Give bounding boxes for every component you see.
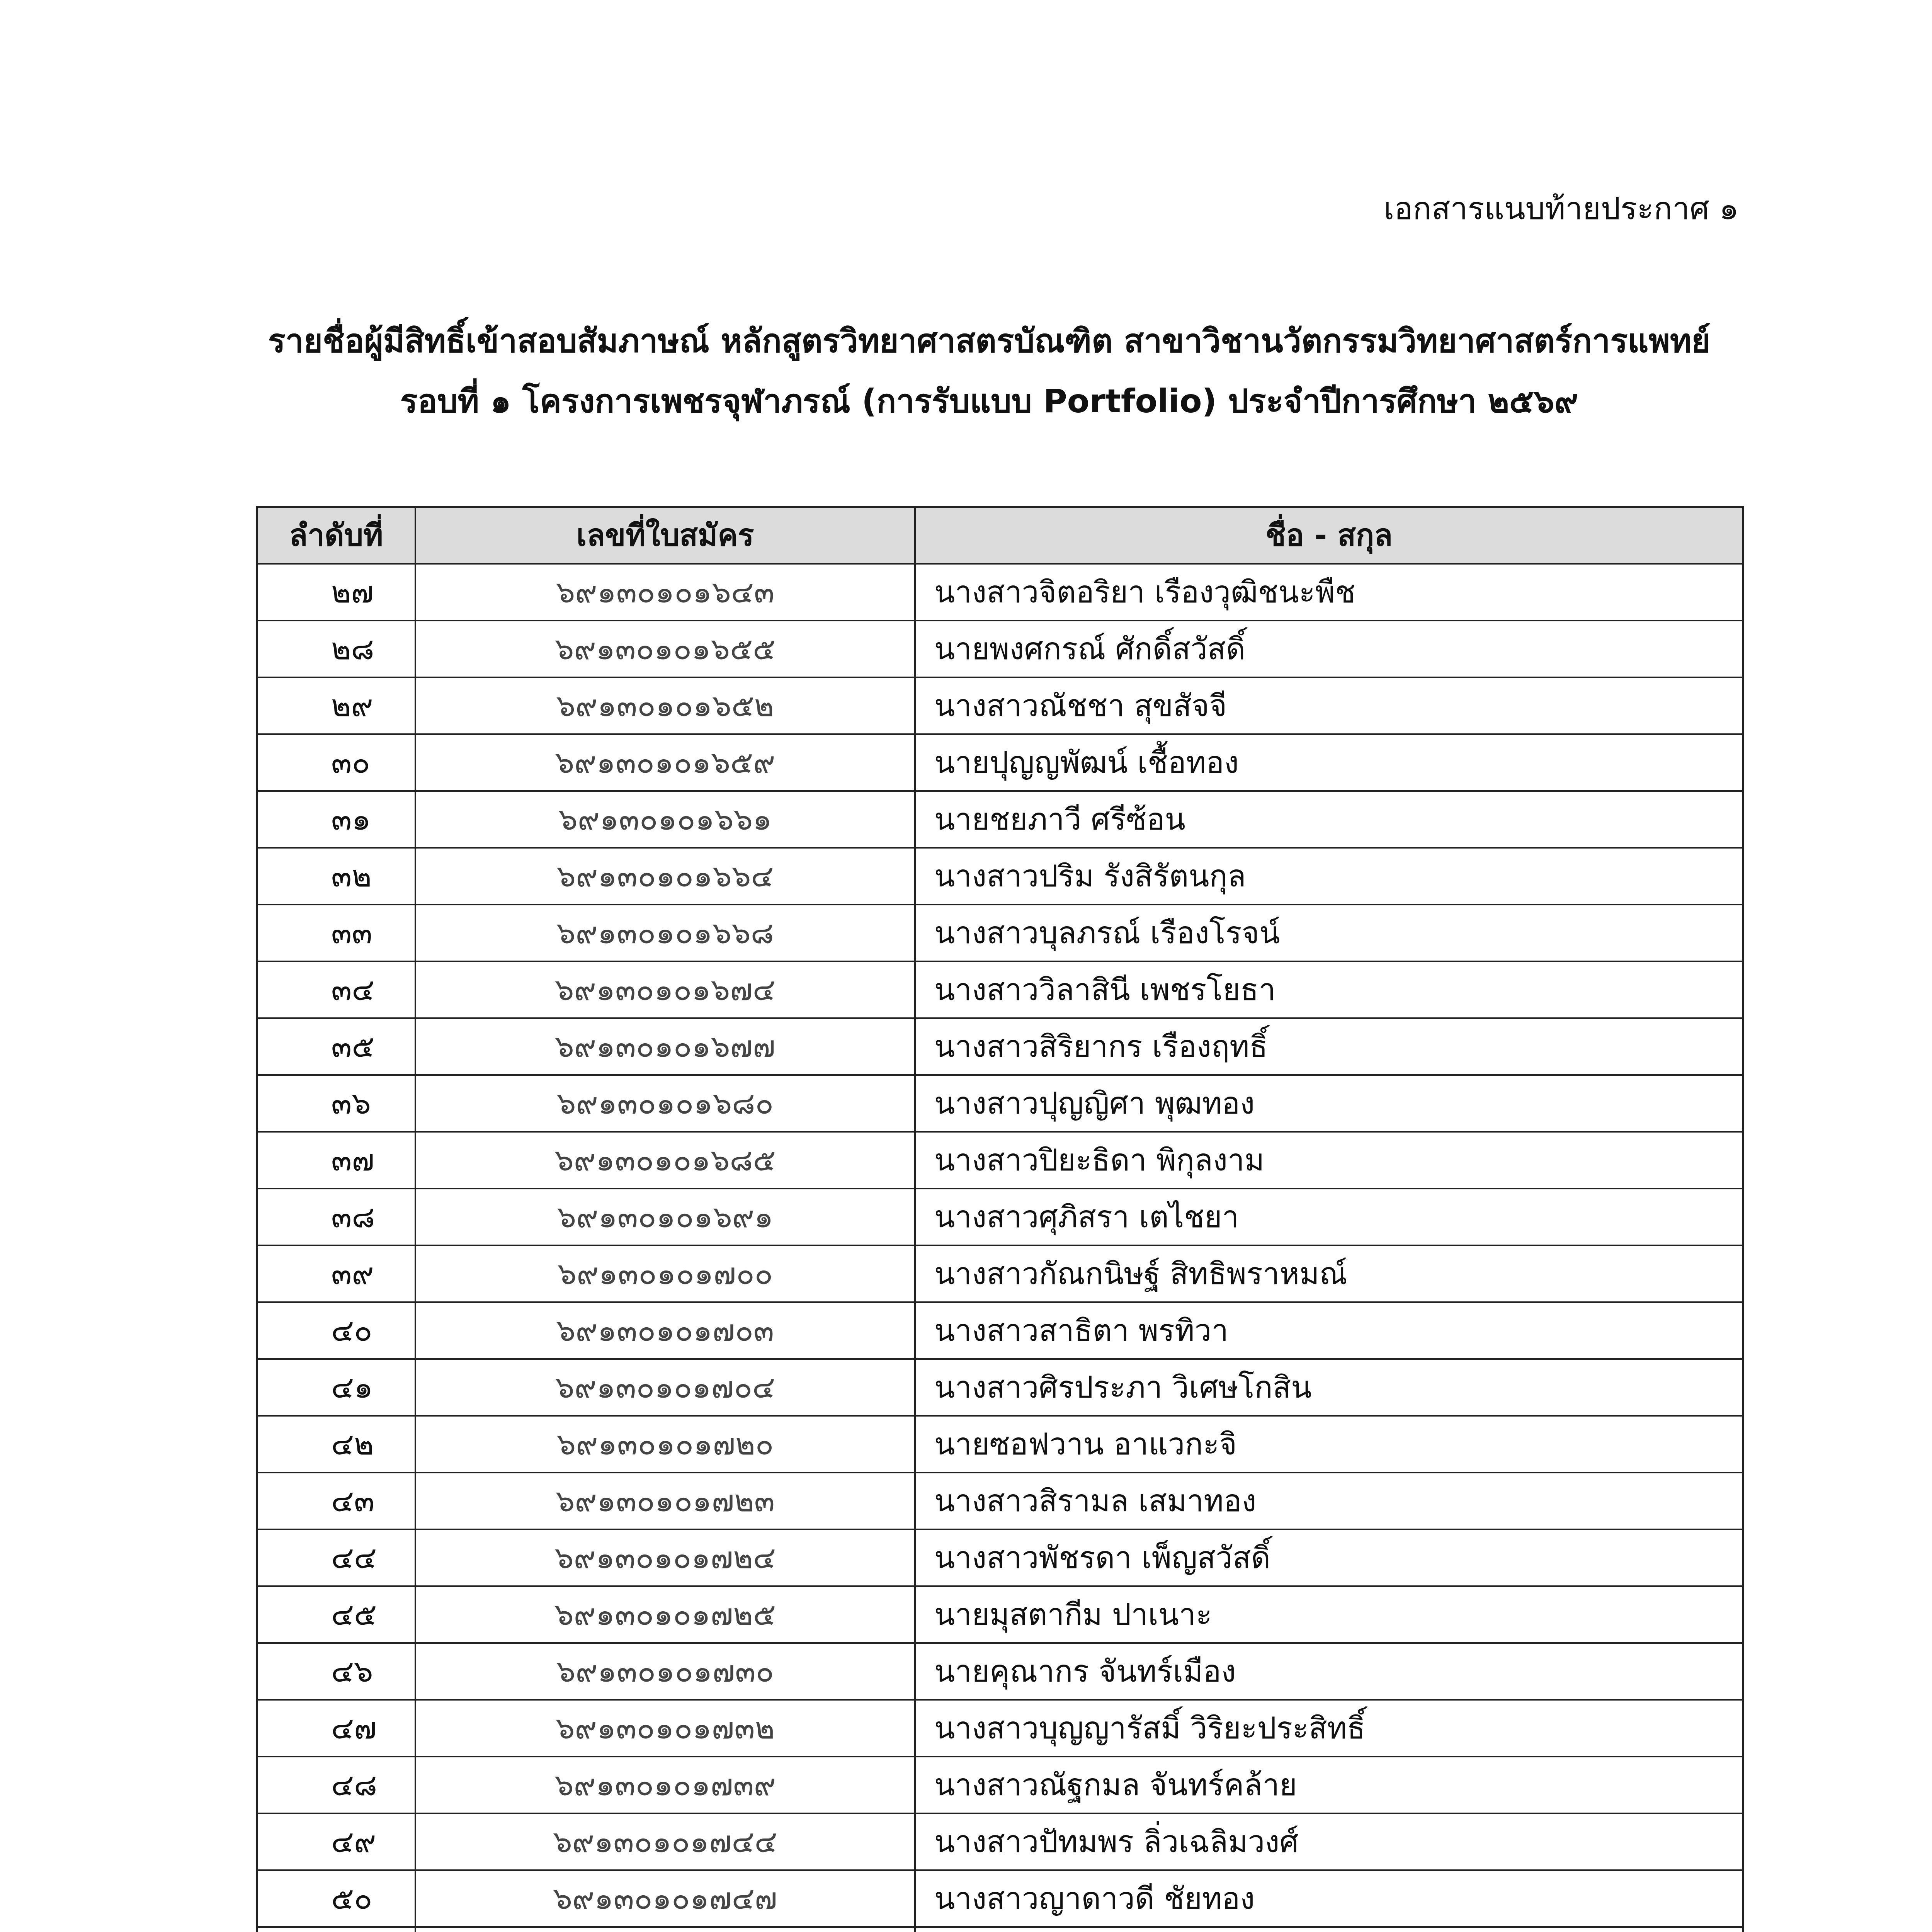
row-application-number: ๖๙๑๓๐๑๐๑๗๓๒ [415,1700,915,1757]
header-seq: ลำดับที่ [257,507,415,564]
table-row [257,1359,1743,1416]
row-full-name: นางสาวกัณกนิษฐ์ สิทธิพราหมณ์ [915,1245,1743,1302]
header-application-number: เลขที่ใบสมัคร [415,507,915,564]
row-application-number: ๖๙๑๓๐๑๐๑๖๖๘ [415,905,915,961]
row-full-name: นางสาวปัทมพร ลิ่วเฉลิมวงศ์ [915,1813,1743,1870]
row-full-name: นางสาววิลาสินี เพชรโยธา [915,961,1743,1018]
row-full-name: นางสาวสาธิตา พรทิวา [915,1302,1743,1359]
row-full-name: นางสาวจิตอริยา เรืองวุฒิชนะพืช [915,564,1743,621]
row-application-number: ๖๙๑๓๐๑๐๑๖๕๕ [415,621,915,677]
row-seq: ๔๖ [257,1643,415,1700]
title-line-2: รอบที่ ๑ โครงการเพชรจุฬาภรณ์ (การรับแบบ Portfolio) ประจำปีการศึกษา ๒๕๖๙ [400,382,1578,420]
row-full-name: นางสาวพัชรดา เพ็ญสวัสดิ์ [915,1529,1743,1586]
row-seq: ๒๗ [257,564,415,621]
applicant-table [256,506,1744,1932]
table-row [257,1302,1743,1359]
table-row [257,1416,1743,1473]
table-header-row [257,507,1743,564]
row-full-name: นางสาวณัชชา สุขสัจจี [915,677,1743,734]
table-row [257,1075,1743,1132]
table-row [257,905,1743,961]
row-application-number: ๖๙๑๓๐๑๐๑๗๒๐ [415,1416,915,1473]
table-row [257,1245,1743,1302]
table-row [257,1473,1743,1529]
row-seq: ๒๙ [257,677,415,734]
row-full-name: นางสาวญาดาวดี ชัยทอง [915,1870,1743,1927]
row-seq: ๔๗ [257,1700,415,1757]
table-row [257,848,1743,905]
row-seq: ๓๒ [257,848,415,905]
row-seq: ๓๐ [257,734,415,791]
row-application-number: ๖๙๑๓๐๑๐๑๖๖๔ [415,848,915,905]
table-row [257,1132,1743,1189]
title-line-1: รายชื่อผู้มีสิทธิ์เข้าสอบสัมภาษณ์ หลักสูตรวิทยาศาสตรบัณฑิต สาขาวิชานวัตกรรมวิทยาศาสตร์การแพทย์ [268,322,1711,360]
table-body [257,564,1743,1932]
row-full-name: นายปุญญพัฒน์ เชื้อทอง [915,734,1743,791]
table-row [257,1018,1743,1075]
row-application-number: ๖๙๑๓๐๑๐๑๖๙๑ [415,1189,915,1245]
row-full-name: นางสาวสิรามล เสมาทอง [915,1473,1743,1529]
row-full-name: นางสาวณัฐกมล จันทร์คล้าย [915,1757,1743,1813]
row-full-name [915,1927,1743,1932]
row-application-number: ๖๙๑๓๐๑๐๑๖๗๗ [415,1018,915,1075]
table-row [257,1643,1743,1700]
row-full-name: นางสาวศุภิสรา เตไชยา [915,1189,1743,1245]
row-seq: ๓๘ [257,1189,415,1245]
row-full-name: นายมุสตากีม ปาเนาะ [915,1586,1743,1643]
table-row [257,564,1743,621]
header-full-name: ชื่อ - สกุล [915,507,1743,564]
row-application-number: ๖๙๑๓๐๑๐๑๖๕๒ [415,677,915,734]
table-row [257,1189,1743,1245]
table-row [257,1700,1743,1757]
row-seq: ๔๔ [257,1529,415,1586]
row-seq: ๔๘ [257,1757,415,1813]
row-full-name: นางสาวปุญญิศา พุฒทอง [915,1075,1743,1132]
row-seq: ๔๕ [257,1586,415,1643]
row-seq: ๒๘ [257,621,415,677]
table-row [257,1586,1743,1643]
row-application-number: ๖๙๑๓๐๑๐๑๗๐๔ [415,1359,915,1416]
row-full-name: นางสาวปริม รังสิรัตนกุล [915,848,1743,905]
row-seq: ๕๐ [257,1870,415,1927]
row-seq: ๓๙ [257,1245,415,1302]
row-full-name: นายคุณากร จันทร์เมือง [915,1643,1743,1700]
row-seq: ๔๒ [257,1416,415,1473]
row-full-name: นายชยภาวี ศรีซ้อน [915,791,1743,848]
table-row [257,791,1743,848]
row-seq: ๔๙ [257,1813,415,1870]
row-application-number: ๖๙๑๓๐๑๐๑๗๔๔ [415,1813,915,1870]
row-seq [257,1927,415,1932]
row-full-name: นายซอฟวาน อาแวกะจิ [915,1416,1743,1473]
table-row [257,1870,1743,1927]
row-application-number: ๖๙๑๓๐๑๐๑๖๔๓ [415,564,915,621]
table-row [257,1927,1743,1932]
row-seq: ๓๖ [257,1075,415,1132]
table-row [257,1757,1743,1813]
row-seq: ๓๗ [257,1132,415,1189]
row-seq: ๓๑ [257,791,415,848]
row-seq: ๔๓ [257,1473,415,1529]
table-row [257,1529,1743,1586]
row-full-name: นางสาวบุญญารัสมิ์ วิริยะประสิทธิ์ [915,1700,1743,1757]
row-seq: ๔๐ [257,1302,415,1359]
row-application-number: ๖๙๑๓๐๑๐๑๖๖๑ [415,791,915,848]
row-full-name: นางสาวปิยะธิดา พิกุลงาม [915,1132,1743,1189]
row-seq: ๓๓ [257,905,415,961]
row-application-number: ๖๙๑๓๐๑๐๑๗๒๔ [415,1529,915,1586]
row-application-number: ๖๙๑๓๐๑๐๑๗๓๙ [415,1757,915,1813]
row-application-number: ๖๙๑๓๐๑๐๑๗๐๐ [415,1245,915,1302]
attachment-label: เอกสารแนบท้ายประกาศ ๑ [1383,190,1739,226]
row-application-number [415,1927,915,1932]
table-row [257,677,1743,734]
row-full-name: นางสาวศิรประภา วิเศษโกสิน [915,1359,1743,1416]
row-full-name: นางสาวบุลภรณ์ เรืองโรจน์ [915,905,1743,961]
row-application-number: ๖๙๑๓๐๑๐๑๗๓๐ [415,1643,915,1700]
table-row [257,621,1743,677]
row-seq: ๓๔ [257,961,415,1018]
table-row [257,1813,1743,1870]
row-full-name: นางสาวสิริยากร เรืองฤทธิ์ [915,1018,1743,1075]
page-title [216,322,1762,420]
row-application-number: ๖๙๑๓๐๑๐๑๖๘๕ [415,1132,915,1189]
row-application-number: ๖๙๑๓๐๑๐๑๗๒๕ [415,1586,915,1643]
row-seq: ๔๑ [257,1359,415,1416]
row-application-number: ๖๙๑๓๐๑๐๑๗๒๓ [415,1473,915,1529]
row-application-number: ๖๙๑๓๐๑๐๑๖๘๐ [415,1075,915,1132]
row-full-name: นายพงศกรณ์ ศักดิ์สวัสดิ์ [915,621,1743,677]
table-row [257,961,1743,1018]
row-application-number: ๖๙๑๓๐๑๐๑๗๔๗ [415,1870,915,1927]
table-row [257,734,1743,791]
row-application-number: ๖๙๑๓๐๑๐๑๖๗๔ [415,961,915,1018]
row-application-number: ๖๙๑๓๐๑๐๑๗๐๓ [415,1302,915,1359]
row-application-number: ๖๙๑๓๐๑๐๑๖๕๙ [415,734,915,791]
row-seq: ๓๕ [257,1018,415,1075]
